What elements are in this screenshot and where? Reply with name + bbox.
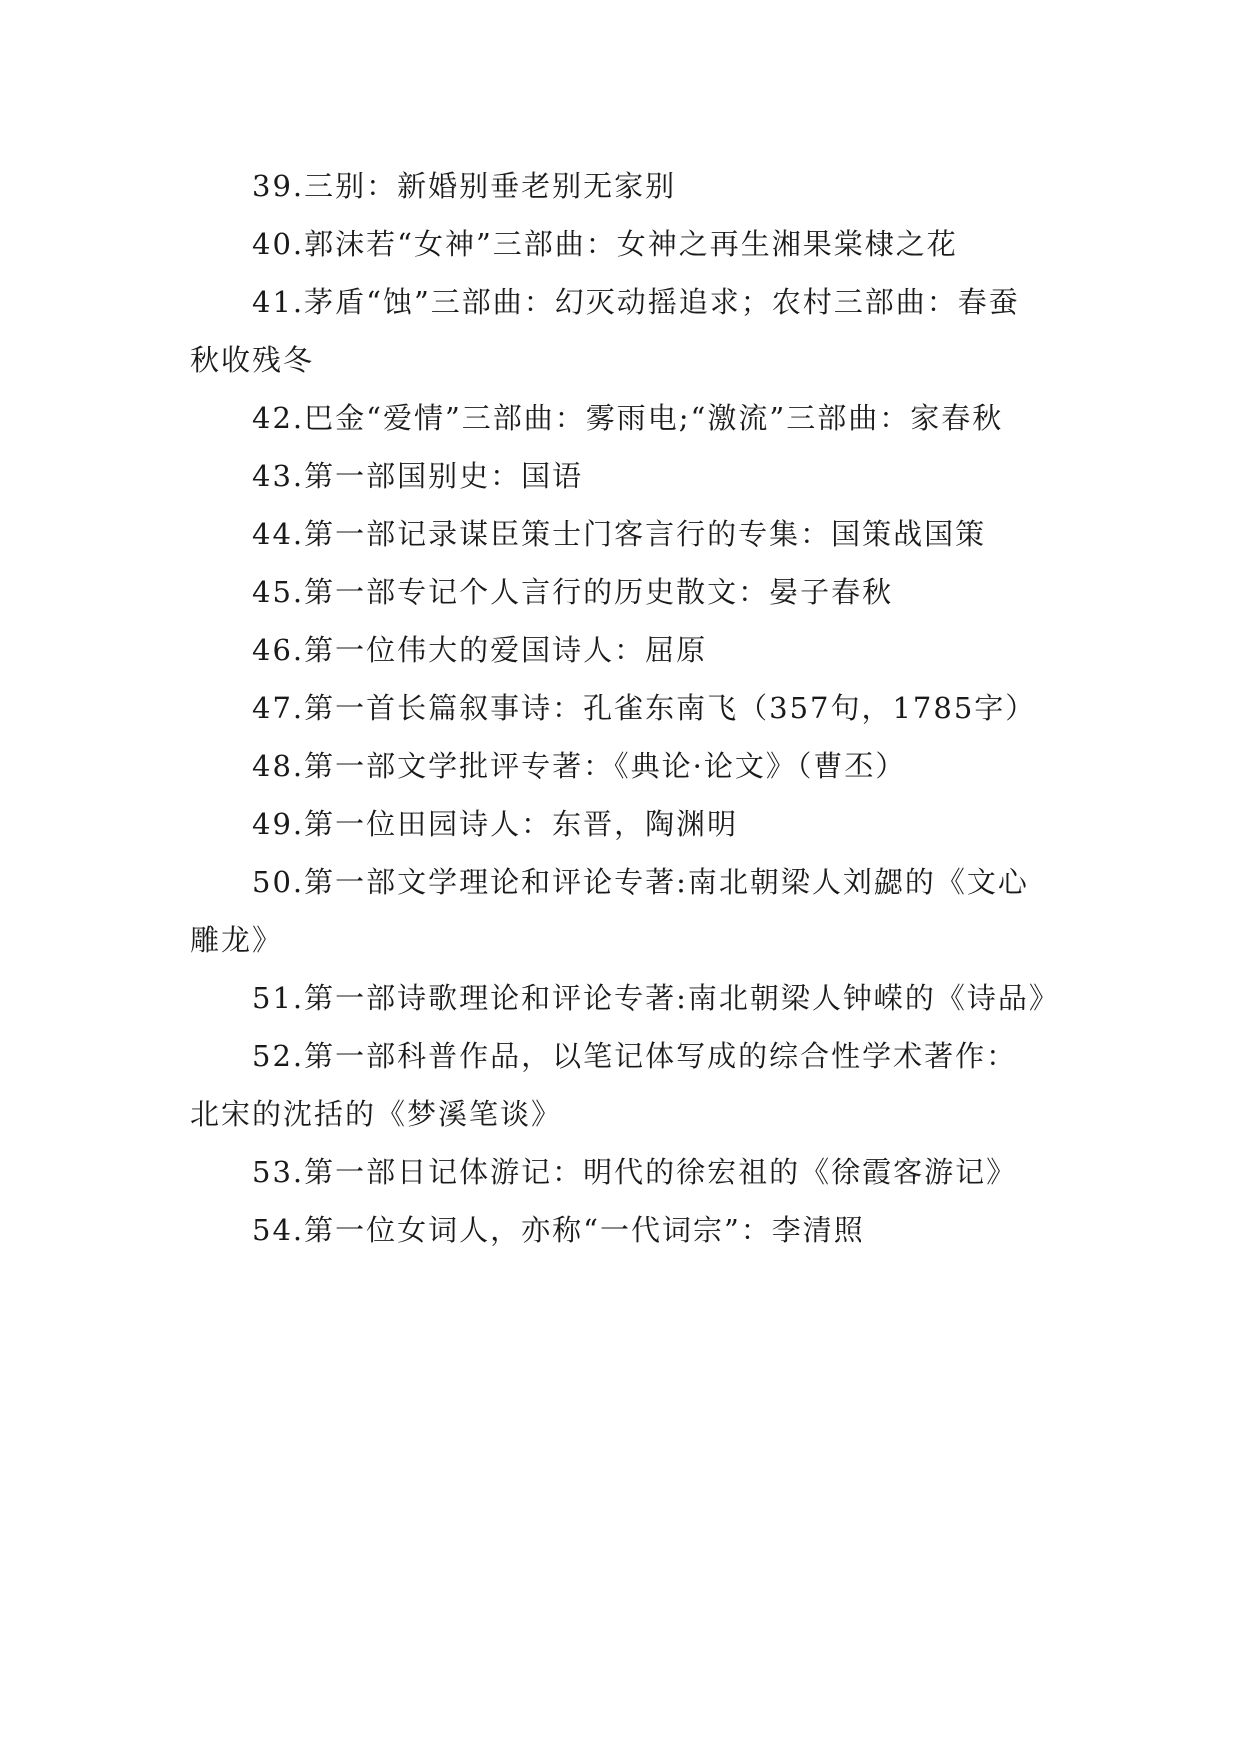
list-item: 49.第一位田园诗人：东晋，陶渊明 (252, 807, 739, 841)
list-item: 54.第一位女词人，亦称“一代词宗”：李清照 (252, 1213, 865, 1247)
list-item: 53.第一部日记体游记：明代的徐宏祖的《徐霞客游记》 (252, 1155, 1018, 1189)
list-item: 42.巴金“爱情”三部曲：雾雨电;“激流”三部曲：家春秋 (252, 401, 1004, 435)
list-item: 52.第一部科普作品，以笔记体写成的综合性学术著作：北宋的沈括的《梦溪笔谈》 (190, 1039, 1018, 1131)
list-item: 51.第一部诗歌理论和评论专著:南北朝梁人钟嵘的《诗品》 (252, 981, 1060, 1015)
list-item: 41.茅盾“蚀”三部曲：幻灭动摇追求；农村三部曲：春蚕秋收残冬 (190, 285, 1020, 377)
list-item: 45.第一部专记个人言行的历史散文：晏子春秋 (252, 575, 894, 609)
list-item: 46.第一位伟大的爱国诗人：屈原 (252, 633, 708, 667)
list-item: 40.郭沫若“女神”三部曲：女神之再生湘果棠棣之花 (252, 227, 958, 261)
list-item: 44.第一部记录谋臣策士门客言行的专集：国策战国策 (252, 517, 987, 551)
list-item: 47.第一首长篇叙事诗：孔雀东南飞（357句，1785字） (252, 691, 1037, 725)
list-item: 43.第一部国别史：国语 (252, 459, 584, 493)
list-item: 39.三别：新婚别垂老别无家别 (252, 169, 677, 203)
list-item: 50.第一部文学理论和评论专著:南北朝梁人刘勰的《文心雕龙》 (190, 865, 1029, 957)
list-item: 48.第一部文学批评专著：《典论·论文》（曹丕） (252, 749, 907, 783)
document-body (190, 157, 1060, 1259)
